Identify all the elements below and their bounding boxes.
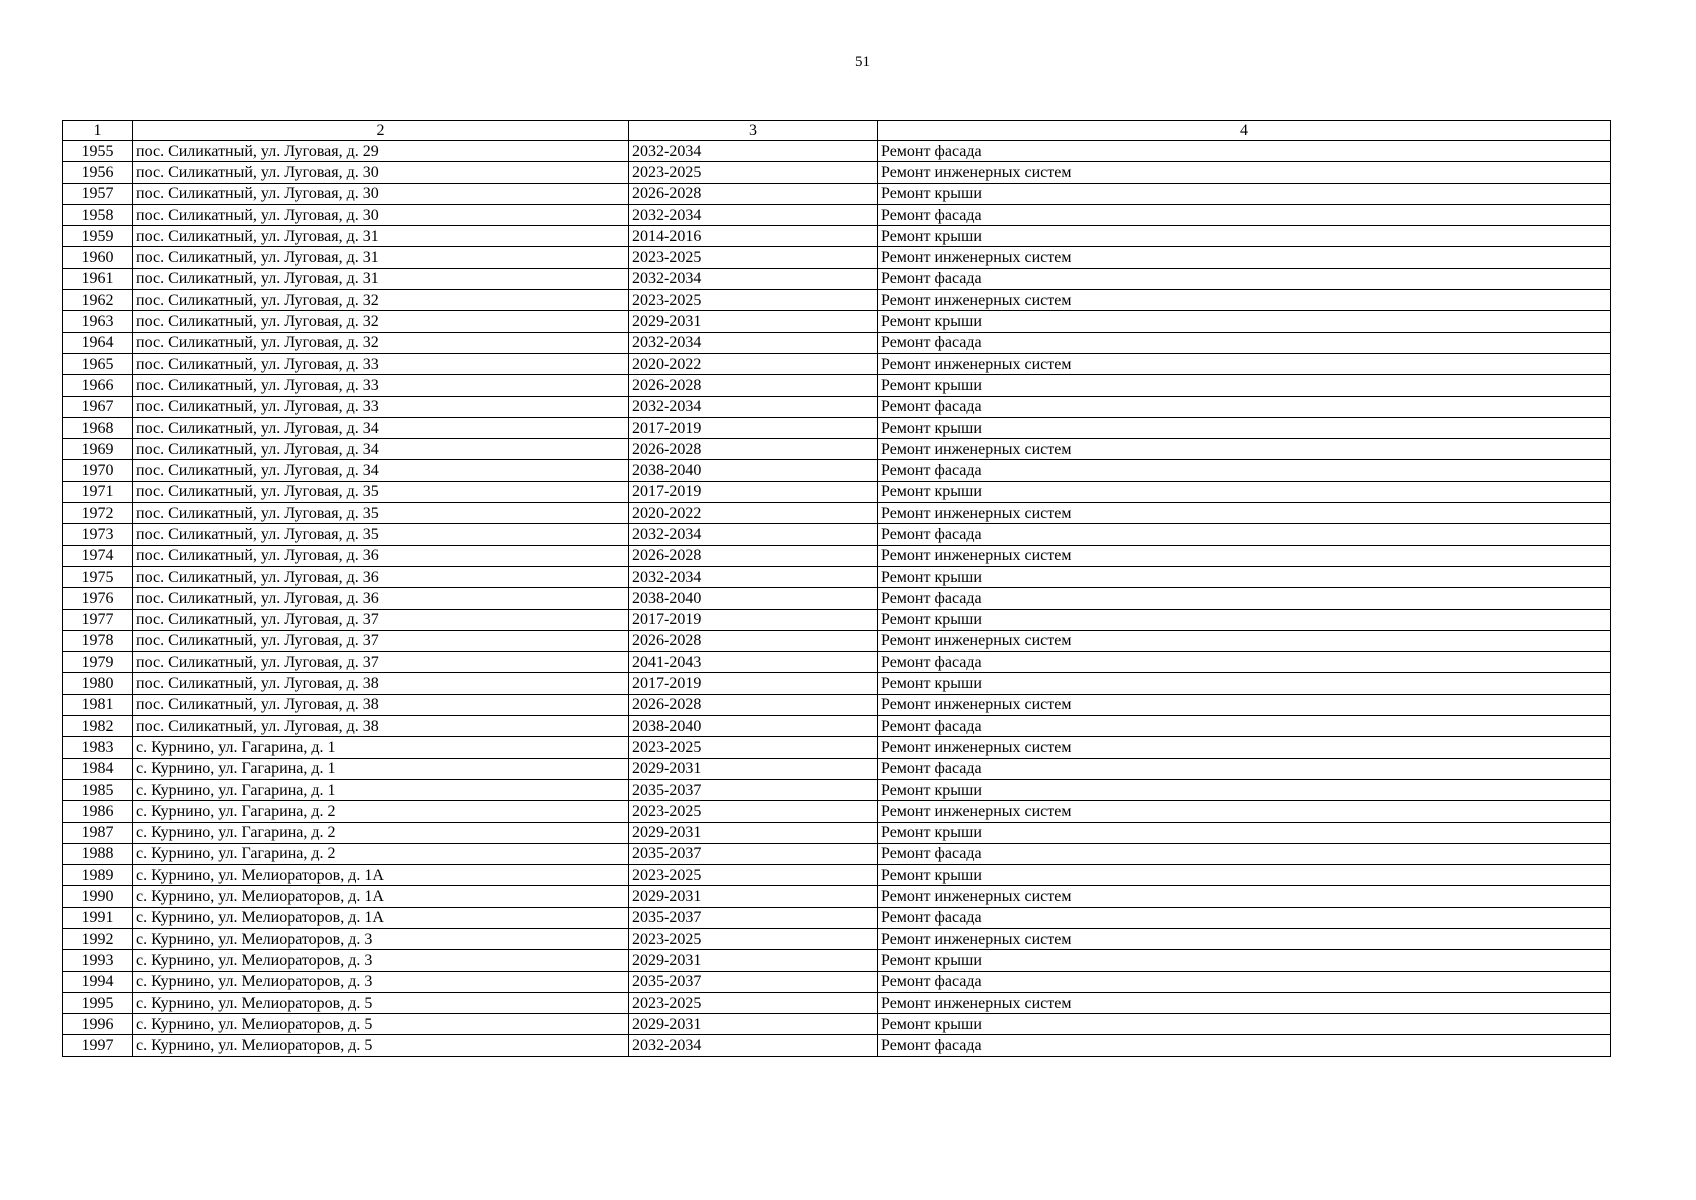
address-cell: пос. Силикатный, ул. Луговая, д. 38 (133, 716, 629, 737)
table-row (63, 588, 1611, 609)
period-cell: 2032-2034 (629, 1035, 878, 1056)
address-cell: с. Курнино, ул. Мелиораторов, д. 3 (133, 950, 629, 971)
work-type-cell: Ремонт инженерных систем (878, 694, 1611, 715)
row-number: 1969 (63, 439, 133, 460)
work-type-cell: Ремонт фасада (878, 971, 1611, 992)
row-number: 1976 (63, 588, 133, 609)
address-cell: пос. Силикатный, ул. Луговая, д. 29 (133, 141, 629, 162)
address-cell: с. Курнино, ул. Мелиораторов, д. 5 (133, 1035, 629, 1056)
table-row (63, 1014, 1611, 1035)
table-row (63, 481, 1611, 502)
period-cell: 2023-2025 (629, 290, 878, 311)
address-cell: пос. Силикатный, ул. Луговая, д. 38 (133, 673, 629, 694)
work-type-cell: Ремонт фасада (878, 652, 1611, 673)
work-type-cell: Ремонт крыши (878, 865, 1611, 886)
work-type-cell: Ремонт инженерных систем (878, 630, 1611, 651)
table-body (63, 141, 1611, 1057)
period-cell: 2026-2028 (629, 694, 878, 715)
table-row (63, 716, 1611, 737)
row-number: 1973 (63, 524, 133, 545)
row-number: 1966 (63, 375, 133, 396)
table-row (63, 311, 1611, 332)
period-cell: 2023-2025 (629, 162, 878, 183)
row-number: 1955 (63, 141, 133, 162)
period-cell: 2035-2037 (629, 971, 878, 992)
work-type-cell: Ремонт инженерных систем (878, 503, 1611, 524)
period-cell: 2032-2034 (629, 396, 878, 417)
work-type-cell: Ремонт инженерных систем (878, 545, 1611, 566)
work-type-cell: Ремонт крыши (878, 311, 1611, 332)
address-cell: пос. Силикатный, ул. Луговая, д. 31 (133, 226, 629, 247)
period-cell: 2029-2031 (629, 950, 878, 971)
table-row (63, 758, 1611, 779)
table-row (63, 992, 1611, 1013)
period-cell: 2032-2034 (629, 332, 878, 353)
period-cell: 2041-2043 (629, 652, 878, 673)
period-cell: 2038-2040 (629, 588, 878, 609)
row-number: 1957 (63, 183, 133, 204)
table-row (63, 907, 1611, 928)
period-cell: 2029-2031 (629, 1014, 878, 1035)
table-row (63, 439, 1611, 460)
work-type-cell: Ремонт инженерных систем (878, 247, 1611, 268)
address-cell: пос. Силикатный, ул. Луговая, д. 30 (133, 183, 629, 204)
table-row (63, 183, 1611, 204)
column-header-1: 1 (63, 121, 133, 141)
work-type-cell: Ремонт фасада (878, 204, 1611, 225)
address-cell: с. Курнино, ул. Гагарина, д. 2 (133, 822, 629, 843)
table-row (63, 801, 1611, 822)
row-number: 1960 (63, 247, 133, 268)
row-number: 1978 (63, 630, 133, 651)
work-type-cell: Ремонт фасада (878, 907, 1611, 928)
address-cell: пос. Силикатный, ул. Луговая, д. 34 (133, 439, 629, 460)
period-cell: 2017-2019 (629, 673, 878, 694)
table-row (63, 268, 1611, 289)
table-row (63, 694, 1611, 715)
period-cell: 2029-2031 (629, 886, 878, 907)
address-cell: пос. Силикатный, ул. Луговая, д. 38 (133, 694, 629, 715)
address-cell: пос. Силикатный, ул. Луговая, д. 37 (133, 609, 629, 630)
work-type-cell: Ремонт крыши (878, 609, 1611, 630)
row-number: 1956 (63, 162, 133, 183)
address-cell: с. Курнино, ул. Мелиораторов, д. 1А (133, 907, 629, 928)
row-number: 1989 (63, 865, 133, 886)
row-number: 1965 (63, 353, 133, 374)
address-cell: пос. Силикатный, ул. Луговая, д. 30 (133, 204, 629, 225)
address-cell: с. Курнино, ул. Мелиораторов, д. 3 (133, 928, 629, 949)
row-number: 1961 (63, 268, 133, 289)
table-row (63, 928, 1611, 949)
address-cell: пос. Силикатный, ул. Луговая, д. 34 (133, 460, 629, 481)
period-cell: 2035-2037 (629, 779, 878, 800)
work-type-cell: Ремонт инженерных систем (878, 928, 1611, 949)
period-cell: 2032-2034 (629, 141, 878, 162)
address-cell: пос. Силикатный, ул. Луговая, д. 32 (133, 311, 629, 332)
work-type-cell: Ремонт инженерных систем (878, 162, 1611, 183)
work-type-cell: Ремонт инженерных систем (878, 886, 1611, 907)
work-type-cell: Ремонт крыши (878, 779, 1611, 800)
table-row (63, 545, 1611, 566)
address-cell: пос. Силикатный, ул. Луговая, д. 35 (133, 481, 629, 502)
work-type-cell: Ремонт крыши (878, 566, 1611, 587)
period-cell: 2020-2022 (629, 503, 878, 524)
row-number: 1990 (63, 886, 133, 907)
work-type-cell: Ремонт фасада (878, 332, 1611, 353)
work-type-cell: Ремонт крыши (878, 1014, 1611, 1035)
period-cell: 2014-2016 (629, 226, 878, 247)
period-cell: 2038-2040 (629, 716, 878, 737)
period-cell: 2026-2028 (629, 439, 878, 460)
row-number: 1979 (63, 652, 133, 673)
period-cell: 2038-2040 (629, 460, 878, 481)
row-number: 1994 (63, 971, 133, 992)
table-row (63, 737, 1611, 758)
period-cell: 2035-2037 (629, 843, 878, 864)
work-type-cell: Ремонт крыши (878, 950, 1611, 971)
table-row (63, 779, 1611, 800)
address-cell: с. Курнино, ул. Мелиораторов, д. 5 (133, 1014, 629, 1035)
address-cell: пос. Силикатный, ул. Луговая, д. 35 (133, 524, 629, 545)
row-number: 1964 (63, 332, 133, 353)
table-row (63, 566, 1611, 587)
work-type-cell: Ремонт инженерных систем (878, 801, 1611, 822)
period-cell: 2029-2031 (629, 311, 878, 332)
row-number: 1993 (63, 950, 133, 971)
period-cell: 2023-2025 (629, 865, 878, 886)
work-type-cell: Ремонт фасада (878, 268, 1611, 289)
work-type-cell: Ремонт фасада (878, 716, 1611, 737)
period-cell: 2029-2031 (629, 758, 878, 779)
table-row (63, 503, 1611, 524)
row-number: 1987 (63, 822, 133, 843)
work-type-cell: Ремонт крыши (878, 375, 1611, 396)
table-row (63, 353, 1611, 374)
period-cell: 2026-2028 (629, 545, 878, 566)
table-row (63, 630, 1611, 651)
row-number: 1992 (63, 928, 133, 949)
work-type-cell: Ремонт крыши (878, 481, 1611, 502)
period-cell: 2032-2034 (629, 204, 878, 225)
table-row (63, 971, 1611, 992)
row-number: 1962 (63, 290, 133, 311)
row-number: 1984 (63, 758, 133, 779)
address-cell: пос. Силикатный, ул. Луговая, д. 34 (133, 417, 629, 438)
address-cell: с. Курнино, ул. Мелиораторов, д. 5 (133, 992, 629, 1013)
address-cell: пос. Силикатный, ул. Луговая, д. 32 (133, 332, 629, 353)
table-row (63, 332, 1611, 353)
address-cell: пос. Силикатный, ул. Луговая, д. 36 (133, 545, 629, 566)
address-cell: пос. Силикатный, ул. Луговая, д. 35 (133, 503, 629, 524)
period-cell: 2017-2019 (629, 417, 878, 438)
address-cell: пос. Силикатный, ул. Луговая, д. 37 (133, 652, 629, 673)
period-cell: 2023-2025 (629, 801, 878, 822)
work-type-cell: Ремонт крыши (878, 822, 1611, 843)
work-type-cell: Ремонт фасада (878, 588, 1611, 609)
row-number: 1986 (63, 801, 133, 822)
address-cell: пос. Силикатный, ул. Луговая, д. 31 (133, 268, 629, 289)
period-cell: 2017-2019 (629, 481, 878, 502)
row-number: 1983 (63, 737, 133, 758)
work-type-cell: Ремонт фасада (878, 1035, 1611, 1056)
address-cell: пос. Силикатный, ул. Луговая, д. 33 (133, 396, 629, 417)
work-type-cell: Ремонт инженерных систем (878, 992, 1611, 1013)
table-row (63, 950, 1611, 971)
row-number: 1996 (63, 1014, 133, 1035)
work-type-cell: Ремонт фасада (878, 524, 1611, 545)
row-number: 1971 (63, 481, 133, 502)
row-number: 1985 (63, 779, 133, 800)
table-row (63, 290, 1611, 311)
work-type-cell: Ремонт инженерных систем (878, 353, 1611, 374)
work-type-cell: Ремонт инженерных систем (878, 737, 1611, 758)
address-cell: с. Курнино, ул. Гагарина, д. 1 (133, 779, 629, 800)
address-cell: с. Курнино, ул. Мелиораторов, д. 1А (133, 865, 629, 886)
table-row (63, 1035, 1611, 1056)
column-header-3: 3 (629, 121, 878, 141)
table-row (63, 226, 1611, 247)
work-type-cell: Ремонт фасада (878, 396, 1611, 417)
row-number: 1995 (63, 992, 133, 1013)
period-cell: 2023-2025 (629, 928, 878, 949)
row-number: 1977 (63, 609, 133, 630)
work-type-cell: Ремонт крыши (878, 183, 1611, 204)
address-cell: с. Курнино, ул. Мелиораторов, д. 3 (133, 971, 629, 992)
address-cell: пос. Силикатный, ул. Луговая, д. 33 (133, 353, 629, 374)
work-type-cell: Ремонт фасада (878, 843, 1611, 864)
period-cell: 2026-2028 (629, 183, 878, 204)
period-cell: 2023-2025 (629, 737, 878, 758)
row-number: 1991 (63, 907, 133, 928)
period-cell: 2032-2034 (629, 524, 878, 545)
table-row (63, 524, 1611, 545)
period-cell: 2029-2031 (629, 822, 878, 843)
row-number: 1967 (63, 396, 133, 417)
repair-schedule-table (62, 120, 1611, 1057)
work-type-cell: Ремонт крыши (878, 226, 1611, 247)
table-row (63, 843, 1611, 864)
row-number: 1980 (63, 673, 133, 694)
address-cell: с. Курнино, ул. Гагарина, д. 2 (133, 843, 629, 864)
address-cell: пос. Силикатный, ул. Луговая, д. 36 (133, 566, 629, 587)
row-number: 1988 (63, 843, 133, 864)
table-row (63, 375, 1611, 396)
table-row (63, 247, 1611, 268)
period-cell: 2023-2025 (629, 992, 878, 1013)
period-cell: 2017-2019 (629, 609, 878, 630)
address-cell: с. Курнино, ул. Мелиораторов, д. 1А (133, 886, 629, 907)
address-cell: пос. Силикатный, ул. Луговая, д. 37 (133, 630, 629, 651)
table-row (63, 822, 1611, 843)
table-row (63, 609, 1611, 630)
work-type-cell: Ремонт фасада (878, 460, 1611, 481)
column-header-4: 4 (878, 121, 1611, 141)
row-number: 1974 (63, 545, 133, 566)
table-row (63, 204, 1611, 225)
address-cell: пос. Силикатный, ул. Луговая, д. 33 (133, 375, 629, 396)
address-cell: пос. Силикатный, ул. Луговая, д. 36 (133, 588, 629, 609)
table-row (63, 460, 1611, 481)
row-number: 1968 (63, 417, 133, 438)
address-cell: пос. Силикатный, ул. Луговая, д. 30 (133, 162, 629, 183)
row-number: 1982 (63, 716, 133, 737)
period-cell: 2032-2034 (629, 566, 878, 587)
address-cell: с. Курнино, ул. Гагарина, д. 2 (133, 801, 629, 822)
row-number: 1975 (63, 566, 133, 587)
work-type-cell: Ремонт инженерных систем (878, 439, 1611, 460)
period-cell: 2035-2037 (629, 907, 878, 928)
work-type-cell: Ремонт инженерных систем (878, 290, 1611, 311)
address-cell: с. Курнино, ул. Гагарина, д. 1 (133, 758, 629, 779)
table-row (63, 396, 1611, 417)
row-number: 1981 (63, 694, 133, 715)
table-row (63, 141, 1611, 162)
work-type-cell: Ремонт фасада (878, 758, 1611, 779)
table-row (63, 865, 1611, 886)
table-row (63, 673, 1611, 694)
row-number: 1970 (63, 460, 133, 481)
table-row (63, 162, 1611, 183)
period-cell: 2023-2025 (629, 247, 878, 268)
row-number: 1958 (63, 204, 133, 225)
period-cell: 2026-2028 (629, 375, 878, 396)
work-type-cell: Ремонт крыши (878, 673, 1611, 694)
address-cell: пос. Силикатный, ул. Луговая, д. 32 (133, 290, 629, 311)
work-type-cell: Ремонт фасада (878, 141, 1611, 162)
work-type-cell: Ремонт крыши (878, 417, 1611, 438)
table-row (63, 417, 1611, 438)
address-cell: пос. Силикатный, ул. Луговая, д. 31 (133, 247, 629, 268)
table-row (63, 652, 1611, 673)
table-row (63, 886, 1611, 907)
row-number: 1963 (63, 311, 133, 332)
table-header-row (63, 121, 1611, 141)
address-cell: с. Курнино, ул. Гагарина, д. 1 (133, 737, 629, 758)
row-number: 1972 (63, 503, 133, 524)
row-number: 1959 (63, 226, 133, 247)
period-cell: 2020-2022 (629, 353, 878, 374)
period-cell: 2032-2034 (629, 268, 878, 289)
period-cell: 2026-2028 (629, 630, 878, 651)
page-number: 51 (855, 54, 870, 70)
column-header-2: 2 (133, 121, 629, 141)
row-number: 1997 (63, 1035, 133, 1056)
